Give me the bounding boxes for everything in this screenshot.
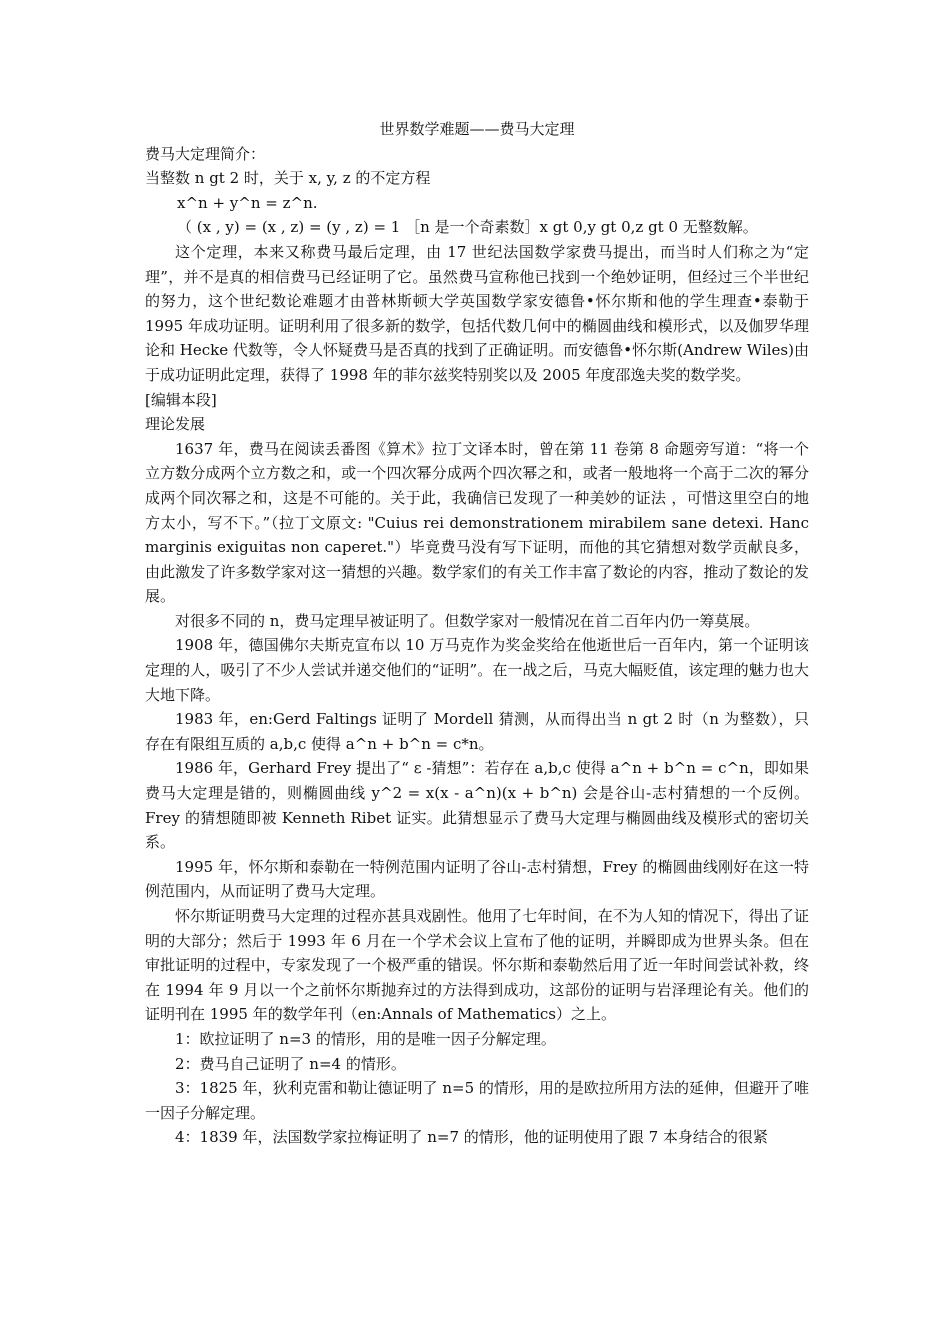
document-body — [145, 142, 809, 1150]
paragraph: 3：1825 年，狄利克雷和勒让德证明了 n=5 的情形，用的是欧拉所用方法的延伸，但避开了唯一因子分解定理。 — [145, 1079, 809, 1122]
paragraph: 对很多不同的 n，费马定理早被证明了。但数学家对一般情况在首二百年内仍一筹莫展。 — [175, 611, 760, 630]
document-title: 世界数学难题——费马大定理 — [379, 120, 575, 138]
paragraph: 费马大定理简介： — [145, 144, 266, 163]
paragraph: 1637 年，费马在阅读丢番图《算术》拉丁文译本时，曾在第 11 卷第 8 命题旁写道：“将一个立方数分成两个立方数之和，或一个四次幂分成两个四次幂之和，或者一般地将一个高于二次的幂分成两个同次幂之和，这是不可能的。关于此，我确信已发现了一种美妙的证法 ，可惜这里空白的地方太小，写不下。”（拉丁文原文: "Cuius rei demonstrationem mirabilem sane detexi. Hanc marginis exiguitas non caperet."）毕竟费马没有写下证明，而他的其它猜想对数学贡献良多，由此激发了许多数学家对这一猜想的兴趣。数学家们的有关工作丰富了数论的内容，推动了数论的发展。 — [145, 439, 809, 606]
paragraph: 1986 年，Gerhard Frey 提出了“ ε -猜想”：若存在 a,b,c 使得 a^n + b^n = c^n，即如果费马大定理是错的，则椭圆曲线 y^2 = x(x - a^n)(x + b^n) 会是谷山-志村猜想的一个反例。Frey 的猜想随即被 Kenneth Ribet 证实。此猜想显示了费马大定理与椭圆曲线及模形式的密切关系。 — [145, 759, 809, 852]
paragraph: 怀尔斯证明费马大定理的过程亦甚具戏剧性。他用了七年时间，在不为人知的情况下，得出了证明的大部分；然后于 1993 年 6 月在一个学术会议上宣布了他的证明，并瞬即成为世界头条。但在审批证明的过程中，专家发现了一个极严重的错误。怀尔斯和泰勒然后用了近一年时间尝试补救，终在 1994 年 9 月以一个之前怀尔斯抛弃过的方法得到成功，这部份的证明与岩泽理论有关。他们的证明刊在 1995 年的数学年刊（en:Annals of Mathematics）之上。 — [145, 907, 809, 1024]
paragraph: 1995 年，怀尔斯和泰勒在一特例范围内证明了谷山-志村猜想，Frey 的椭圆曲线刚好在这一特例范围内，从而证明了费马大定理。 — [145, 857, 809, 901]
paragraph: 2：费马自己证明了 n=4 的情形。 — [175, 1054, 406, 1073]
equation-line: x^n + y^n = z^n. — [177, 193, 318, 212]
paragraph: 4：1839 年，法国数学家拉梅证明了 n=7 的情形，他的证明使用了跟 7 本身结合的很紧 — [175, 1128, 768, 1147]
paragraph: [编辑本段] — [145, 390, 217, 409]
paragraph: 这个定理，本来又称费马最后定理，由 17 世纪法国数学家费马提出，而当时人们称之为“定理”，并不是真的相信费马已经证明了它。虽然费马宣称他已找到一个绝妙证明，但经过三个半世纪的努力，这个世纪数论难题才由普林斯顿大学英国数学家安德鲁•怀尔斯和他的学生理查•泰勒于 1995 年成功证明。证明利用了很多新的数学，包括代数几何中的椭圆曲线和模形式，以及伽罗华理论和 Hecke 代数等，令人怀疑费马是否真的找到了正确证明。而安德鲁•怀尔斯(Andrew Wiles)由于成功证明此定理，获得了 1998 年的菲尔兹奖特别奖以及 2005 年度邵逸夫奖的数学奖。 — [145, 242, 809, 384]
paragraph: 当整数 n gt 2 时，关于 x, y, z 的不定方程 — [145, 169, 431, 188]
equation-line: （ (x , y) = (x , z) = (y , z) = 1 ［n 是一个奇素数］x gt 0,y gt 0,z gt 0 无整数解。 — [177, 218, 758, 237]
paragraph: 理论发展 — [145, 415, 206, 434]
document-page — [145, 117, 809, 1150]
paragraph: 1908 年，德国佛尔夫斯克宣布以 10 万马克作为奖金奖给在他逝世后一百年内，第一个证明该定理的人，吸引了不少人尝试并递交他们的“证明”。在一战之后，马克大幅贬值，该定理的魅力也大大地下降。 — [145, 636, 809, 704]
paragraph: 1：欧拉证明了 n=3 的情形，用的是唯一因子分解定理。 — [175, 1029, 556, 1048]
paragraph: 1983 年，en:Gerd Faltings 证明了 Mordell 猜测，从而得出当 n gt 2 时（n 为整数），只存在有限组互质的 a,b,c 使得 a^n + b^n = c*n。 — [145, 710, 809, 753]
